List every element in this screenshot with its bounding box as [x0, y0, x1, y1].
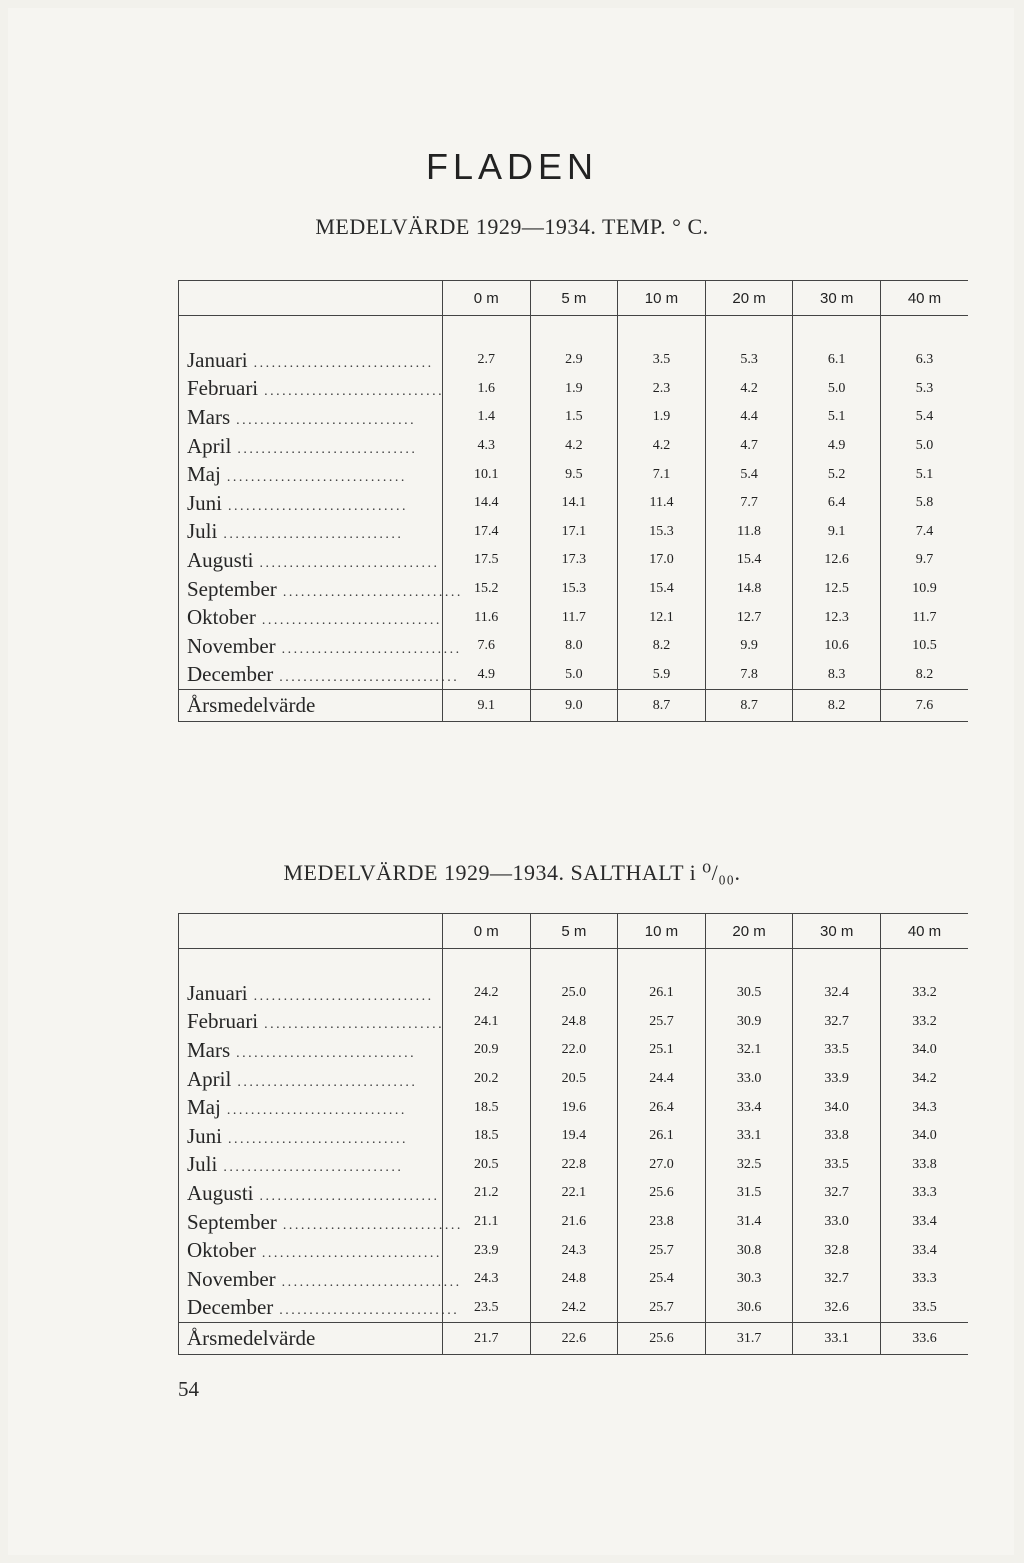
month-label: Oktober [187, 605, 256, 630]
value-cell: 21.1 [443, 1208, 531, 1237]
value-cell: 14.1 [530, 489, 618, 518]
value-cell: 18.5 [443, 1122, 531, 1151]
header-corner-cell [179, 281, 443, 316]
value-cell: 5.8 [880, 489, 968, 518]
value-cell: 25.6 [618, 1179, 706, 1208]
month-label: Juli [187, 1152, 218, 1177]
value-cell: 4.9 [443, 661, 531, 690]
spacer-cell [793, 949, 881, 980]
depth-column-header: 0 m [443, 281, 531, 316]
value-cell: 7.6 [443, 632, 531, 661]
table-row [179, 489, 969, 518]
table-header-row [179, 914, 969, 949]
value-cell: 20.9 [443, 1036, 531, 1065]
value-cell: 20.5 [530, 1065, 618, 1094]
month-label: Januari [187, 347, 248, 372]
value-cell: 30.8 [705, 1236, 793, 1265]
value-cell: 24.4 [618, 1065, 706, 1094]
value-cell: 30.9 [705, 1008, 793, 1037]
table-row [179, 1122, 969, 1151]
value-cell: 32.7 [793, 1179, 881, 1208]
leader-dots: .............................. [276, 1217, 463, 1233]
leader-dots: .............................. [255, 1246, 442, 1262]
temperature-table [178, 280, 968, 722]
value-cell: 5.1 [793, 403, 881, 432]
value-cell: 24.8 [530, 1265, 618, 1294]
spacer-cell [530, 316, 618, 347]
leader-dots: .............................. [273, 1303, 460, 1319]
table-row [179, 632, 969, 661]
value-cell: 26.1 [618, 979, 706, 1008]
value-cell: 34.3 [880, 1093, 968, 1122]
month-label-cell [179, 1065, 443, 1094]
value-cell: 14.4 [443, 489, 531, 518]
value-cell: 33.2 [880, 1008, 968, 1037]
annual-mean-value: 22.6 [530, 1323, 618, 1355]
spacer-cell [179, 316, 443, 347]
month-label-cell [179, 1265, 462, 1294]
spacer-cell [618, 316, 706, 347]
value-cell: 5.3 [705, 346, 793, 375]
month-label-cell [179, 489, 443, 518]
spacer-cell [705, 316, 793, 347]
leader-dots: .............................. [230, 1045, 417, 1061]
leader-dots: .............................. [253, 555, 440, 571]
value-cell: 33.5 [880, 1294, 968, 1323]
month-label: September [187, 576, 277, 601]
leader-dots: .............................. [217, 1160, 404, 1176]
month-label: Mars [187, 404, 231, 429]
month-label-cell [179, 603, 443, 632]
month-label: Augusti [187, 547, 254, 572]
value-cell: 1.6 [443, 375, 531, 404]
value-cell: 25.7 [618, 1236, 706, 1265]
value-cell: 7.7 [705, 489, 793, 518]
month-label-cell [179, 1093, 443, 1122]
value-cell: 19.4 [530, 1122, 618, 1151]
value-cell: 10.5 [880, 632, 968, 661]
page-number: 54 [178, 1377, 199, 1401]
value-cell: 4.2 [705, 375, 793, 404]
month-label: November [187, 1266, 276, 1291]
value-cell: 21.2 [443, 1179, 531, 1208]
value-cell: 20.2 [443, 1065, 531, 1094]
month-label-cell [179, 403, 443, 432]
month-label: Maj [187, 462, 221, 487]
value-cell: 22.0 [530, 1036, 618, 1065]
value-cell: 2.9 [530, 346, 618, 375]
value-cell: 33.4 [880, 1208, 968, 1237]
value-cell: 12.5 [793, 575, 881, 604]
month-label: April [187, 1066, 232, 1091]
value-cell: 5.0 [880, 432, 968, 461]
leader-dots: .............................. [258, 1017, 445, 1033]
value-cell: 26.1 [618, 1122, 706, 1151]
value-cell: 8.2 [618, 632, 706, 661]
table-row [179, 1236, 969, 1265]
annual-mean-value: 9.0 [530, 690, 618, 722]
value-cell: 34.0 [880, 1036, 968, 1065]
table-row [179, 346, 969, 375]
value-cell: 32.7 [793, 1265, 881, 1294]
value-cell: 25.4 [618, 1265, 706, 1294]
value-cell: 5.0 [793, 375, 881, 404]
table-row [179, 1265, 969, 1294]
month-label-cell [179, 1236, 443, 1265]
leader-dots: .............................. [231, 441, 418, 457]
leader-dots: .............................. [231, 1074, 418, 1090]
value-cell: 4.2 [530, 432, 618, 461]
value-cell: 24.3 [443, 1265, 531, 1294]
value-cell: 22.8 [530, 1151, 618, 1180]
value-cell: 30.3 [705, 1265, 793, 1294]
value-cell: 7.8 [705, 661, 793, 690]
value-cell: 33.1 [705, 1122, 793, 1151]
value-cell: 5.1 [880, 460, 968, 489]
value-cell: 10.1 [443, 460, 531, 489]
value-cell: 1.9 [618, 403, 706, 432]
value-cell: 24.2 [443, 979, 531, 1008]
table-row [179, 1065, 969, 1094]
value-cell: 9.7 [880, 546, 968, 575]
month-label-cell [179, 575, 463, 604]
annual-mean-row [179, 1323, 969, 1355]
value-cell: 25.7 [618, 1008, 706, 1037]
value-cell: 24.2 [530, 1294, 618, 1323]
table-row [179, 375, 969, 404]
month-label: Maj [187, 1095, 221, 1120]
table-row [179, 1208, 969, 1237]
annual-mean-value: 31.7 [705, 1323, 793, 1355]
leader-dots: .............................. [247, 988, 434, 1004]
value-cell: 32.1 [705, 1036, 793, 1065]
month-label: Juni [187, 490, 223, 515]
value-cell: 5.0 [530, 661, 618, 690]
value-cell: 8.2 [880, 661, 968, 690]
value-cell: 5.4 [705, 460, 793, 489]
value-cell: 30.5 [705, 979, 793, 1008]
spacer-cell [443, 949, 531, 980]
value-cell: 11.6 [443, 603, 531, 632]
table-row [179, 403, 969, 432]
value-cell: 33.0 [793, 1208, 881, 1237]
depth-column-header: 30 m [793, 914, 881, 949]
value-cell: 4.4 [705, 403, 793, 432]
value-cell: 8.0 [530, 632, 618, 661]
table-row [179, 603, 969, 632]
leader-dots: .............................. [273, 670, 460, 686]
month-label: Juli [187, 519, 218, 544]
spacer-cell [618, 949, 706, 980]
value-cell: 17.5 [443, 546, 531, 575]
month-label: Oktober [187, 1238, 256, 1263]
value-cell: 12.7 [705, 603, 793, 632]
value-cell: 33.5 [793, 1036, 881, 1065]
value-cell: 4.9 [793, 432, 881, 461]
value-cell: 34.2 [880, 1065, 968, 1094]
value-cell: 32.8 [793, 1236, 881, 1265]
table-header-row [179, 281, 969, 316]
month-label: April [187, 433, 232, 458]
value-cell: 12.1 [618, 603, 706, 632]
leader-dots: .............................. [275, 641, 462, 657]
value-cell: 27.0 [618, 1151, 706, 1180]
value-cell: 32.5 [705, 1151, 793, 1180]
value-cell: 24.3 [530, 1236, 618, 1265]
depth-column-header: 5 m [530, 281, 618, 316]
leader-dots: .............................. [255, 613, 442, 629]
value-cell: 5.2 [793, 460, 881, 489]
value-cell: 23.5 [443, 1294, 531, 1323]
value-cell: 5.4 [880, 403, 968, 432]
depth-column-header: 20 m [705, 914, 793, 949]
value-cell: 10.9 [880, 575, 968, 604]
spacer-cell [793, 316, 881, 347]
leader-dots: .............................. [217, 527, 404, 543]
table-row [179, 546, 969, 575]
value-cell: 24.8 [530, 1008, 618, 1037]
spacer-cell [530, 949, 618, 980]
month-label-cell [179, 979, 443, 1008]
value-cell: 3.5 [618, 346, 706, 375]
depth-column-header: 10 m [618, 281, 706, 316]
value-cell: 1.5 [530, 403, 618, 432]
month-label-cell [179, 460, 443, 489]
table-row [179, 661, 969, 690]
table-row [179, 979, 969, 1008]
annual-mean-value: 7.6 [880, 690, 968, 722]
spacer-cell [443, 316, 531, 347]
leader-dots: .............................. [276, 584, 463, 600]
value-cell: 21.6 [530, 1208, 618, 1237]
table-row [179, 432, 969, 461]
depth-column-header: 40 m [880, 281, 968, 316]
value-cell: 32.4 [793, 979, 881, 1008]
annual-mean-label: Årsmedelvärde [179, 1323, 443, 1355]
value-cell: 33.8 [793, 1122, 881, 1151]
annual-mean-value: 8.2 [793, 690, 881, 722]
value-cell: 22.1 [530, 1179, 618, 1208]
month-label: Februari [187, 376, 259, 401]
month-label-cell [179, 346, 443, 375]
value-cell: 10.6 [793, 632, 881, 661]
value-cell: 25.7 [618, 1294, 706, 1323]
leader-dots: .............................. [220, 470, 407, 486]
depth-column-header: 0 m [443, 914, 531, 949]
value-cell: 23.8 [618, 1208, 706, 1237]
month-label-cell [179, 1208, 463, 1237]
month-label-cell [179, 432, 443, 461]
salinity-table-subtitle: MEDELVÄRDE 1929—1934. SALTHALT i ⁰/₀₀. [283, 860, 741, 885]
leader-dots: .............................. [253, 1188, 440, 1204]
value-cell: 2.7 [443, 346, 531, 375]
leader-dots: .............................. [230, 412, 417, 428]
value-cell: 12.6 [793, 546, 881, 575]
annual-mean-value: 8.7 [618, 690, 706, 722]
value-cell: 1.4 [443, 403, 531, 432]
month-label-cell [179, 546, 443, 575]
month-label: November [187, 633, 276, 658]
value-cell: 25.0 [530, 979, 618, 1008]
value-cell: 1.9 [530, 375, 618, 404]
leader-dots: .............................. [247, 355, 434, 371]
month-label-cell [179, 1151, 443, 1180]
table-row [179, 1036, 969, 1065]
leader-dots: .............................. [222, 1131, 409, 1147]
header-spacer-row [179, 949, 969, 980]
value-cell: 33.8 [880, 1151, 968, 1180]
value-cell: 6.3 [880, 346, 968, 375]
value-cell: 23.9 [443, 1236, 531, 1265]
value-cell: 11.4 [618, 489, 706, 518]
value-cell: 25.1 [618, 1036, 706, 1065]
value-cell: 15.3 [530, 575, 618, 604]
table-row [179, 1008, 969, 1037]
value-cell: 15.2 [443, 575, 531, 604]
value-cell: 33.0 [705, 1065, 793, 1094]
month-label: Juni [187, 1123, 223, 1148]
month-label: Augusti [187, 1180, 254, 1205]
value-cell: 32.7 [793, 1008, 881, 1037]
month-label-cell [179, 1122, 443, 1151]
value-cell: 19.6 [530, 1093, 618, 1122]
salinity-table [178, 913, 968, 1355]
value-cell: 2.3 [618, 375, 706, 404]
month-label-cell [179, 661, 460, 690]
value-cell: 9.9 [705, 632, 793, 661]
month-label: December [187, 1295, 274, 1320]
month-label-cell [179, 1179, 443, 1208]
leader-dots: .............................. [222, 498, 409, 514]
value-cell: 9.5 [530, 460, 618, 489]
value-cell: 31.5 [705, 1179, 793, 1208]
table-row [179, 1151, 969, 1180]
value-cell: 30.6 [705, 1294, 793, 1323]
month-label-cell [179, 1294, 460, 1323]
value-cell: 33.2 [880, 979, 968, 1008]
spacer-cell [880, 949, 968, 980]
value-cell: 33.4 [880, 1236, 968, 1265]
spacer-cell [705, 949, 793, 980]
month-label: Februari [187, 1009, 259, 1034]
month-label: December [187, 662, 274, 687]
annual-mean-value: 33.6 [880, 1323, 968, 1355]
month-label-cell [179, 632, 462, 661]
annual-mean-value: 8.7 [705, 690, 793, 722]
value-cell: 4.3 [443, 432, 531, 461]
value-cell: 7.4 [880, 518, 968, 547]
month-label-cell [179, 1008, 443, 1037]
value-cell: 15.4 [618, 575, 706, 604]
table-row [179, 1179, 969, 1208]
value-cell: 31.4 [705, 1208, 793, 1237]
depth-column-header: 5 m [530, 914, 618, 949]
annual-mean-row [179, 690, 969, 722]
header-corner-cell [179, 914, 443, 949]
value-cell: 12.3 [793, 603, 881, 632]
value-cell: 18.5 [443, 1093, 531, 1122]
table-row [179, 1093, 969, 1122]
value-cell: 4.2 [618, 432, 706, 461]
value-cell: 17.1 [530, 518, 618, 547]
depth-column-header: 10 m [618, 914, 706, 949]
value-cell: 17.3 [530, 546, 618, 575]
table-row [179, 575, 969, 604]
table-row [179, 460, 969, 489]
value-cell: 15.4 [705, 546, 793, 575]
depth-column-header: 40 m [880, 914, 968, 949]
value-cell: 33.3 [880, 1179, 968, 1208]
value-cell: 7.1 [618, 460, 706, 489]
annual-mean-value: 21.7 [443, 1323, 531, 1355]
value-cell: 20.5 [443, 1151, 531, 1180]
header-spacer-row [179, 316, 969, 347]
value-cell: 33.3 [880, 1265, 968, 1294]
value-cell: 4.7 [705, 432, 793, 461]
month-label: Januari [187, 980, 248, 1005]
leader-dots: .............................. [220, 1103, 407, 1119]
value-cell: 24.1 [443, 1008, 531, 1037]
value-cell: 34.0 [880, 1122, 968, 1151]
month-label-cell [179, 1036, 443, 1065]
value-cell: 6.1 [793, 346, 881, 375]
annual-mean-value: 33.1 [793, 1323, 881, 1355]
annual-mean-value: 25.6 [618, 1323, 706, 1355]
leader-dots: .............................. [258, 384, 445, 400]
annual-mean-value: 9.1 [443, 690, 531, 722]
annual-mean-label: Årsmedelvärde [179, 690, 443, 722]
spacer-cell [880, 316, 968, 347]
value-cell: 33.4 [705, 1093, 793, 1122]
value-cell: 17.0 [618, 546, 706, 575]
value-cell: 5.3 [880, 375, 968, 404]
leader-dots: .............................. [275, 1274, 462, 1290]
value-cell: 34.0 [793, 1093, 881, 1122]
month-label: September [187, 1209, 277, 1234]
month-label-cell [179, 375, 443, 404]
value-cell: 11.7 [530, 603, 618, 632]
temperature-table-subtitle: MEDELVÄRDE 1929—1934. TEMP. ° C. [315, 214, 709, 239]
depth-column-header: 20 m [705, 281, 793, 316]
value-cell: 11.8 [705, 518, 793, 547]
value-cell: 8.3 [793, 661, 881, 690]
spacer-cell [179, 949, 443, 980]
page-title: FLADEN [425, 146, 599, 187]
value-cell: 14.8 [705, 575, 793, 604]
month-label: Mars [187, 1037, 231, 1062]
value-cell: 17.4 [443, 518, 531, 547]
value-cell: 33.9 [793, 1065, 881, 1094]
value-cell: 32.6 [793, 1294, 881, 1323]
table-row [179, 1294, 969, 1323]
value-cell: 15.3 [618, 518, 706, 547]
value-cell: 26.4 [618, 1093, 706, 1122]
table-row [179, 518, 969, 547]
depth-column-header: 30 m [793, 281, 881, 316]
value-cell: 6.4 [793, 489, 881, 518]
value-cell: 11.7 [880, 603, 968, 632]
value-cell: 5.9 [618, 661, 706, 690]
value-cell: 33.5 [793, 1151, 881, 1180]
value-cell: 9.1 [793, 518, 881, 547]
month-label-cell [179, 518, 443, 547]
